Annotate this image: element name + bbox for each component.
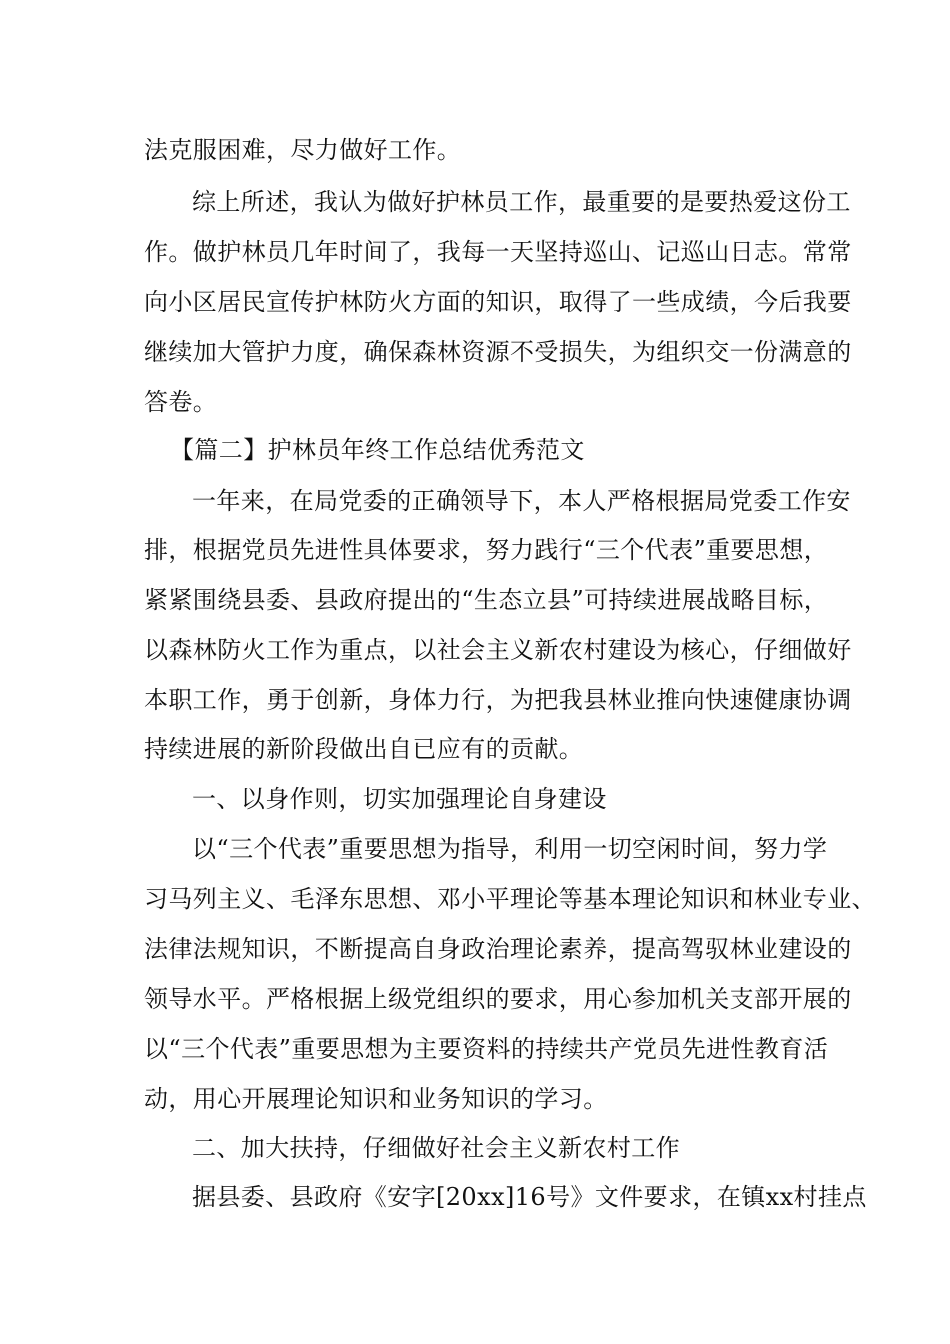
- paragraph-start-line: 以“三个代表”重要思想为指导，利用一切空闲时间，努力学: [192, 835, 828, 863]
- text-line: 领导水平。严格根据上级党组织的要求，用心参加机关支部开展的: [144, 985, 852, 1013]
- text-line: 向小区居民宣传护林防火方面的知识，取得了一些成绩，今后我要: [144, 288, 852, 316]
- text-line: 习马列主义、毛泽东思想、邓小平理论等基本理论知识和林业专业、: [144, 885, 876, 913]
- text-line: 法克服困难，尽力做好工作。: [144, 136, 462, 164]
- paragraph-start-line: 据县委、县政府《安字[20xx]16号》文件要求，在镇xx村挂点: [192, 1183, 867, 1211]
- text-line: 本职工作，勇于创新，身体力行，为把我县林业推向快速健康协调: [144, 686, 852, 714]
- text-line: 作。做护林员几年时间了，我每一天坚持巡山、记巡山日志。常常: [144, 238, 852, 266]
- text-line: 继续加大管护力度，确保森林资源不受损失，为组织交一份满意的: [144, 338, 852, 366]
- text-line: 排，根据党员先进性具体要求，努力践行“三个代表”重要思想，: [144, 536, 829, 564]
- text-line: 答卷。: [144, 388, 218, 416]
- text-line: 动，用心开展理论知识和业务知识的学习。: [144, 1085, 608, 1113]
- text-line: 法律法规知识，不断提高自身政治理论素养，提高驾驭林业建设的: [144, 935, 852, 963]
- paragraph-start-line: 一年来，在局党委的正确领导下，本人严格根据局党委工作安: [192, 487, 851, 515]
- text-line: 紧紧围绕县委、县政府提出的“生态立县”可持续进展战略目标，: [144, 586, 829, 614]
- subsection-heading: 二、加大扶持，仔细做好社会主义新农村工作: [192, 1134, 680, 1162]
- subsection-heading: 一、以身作则，切实加强理论自身建设: [192, 785, 607, 813]
- section-heading: 【篇二】护林员年终工作总结优秀范文: [170, 436, 585, 464]
- text-line: 以森林防火工作为重点，以社会主义新农村建设为核心，仔细做好: [144, 636, 852, 664]
- text-line: 以“三个代表”重要思想为主要资料的持续共产党员先进性教育活: [144, 1035, 829, 1063]
- text-line: 持续进展的新阶段做出自已应有的贡献。: [144, 735, 584, 763]
- paragraph-start-line: 综上所述，我认为做好护林员工作，最重要的是要热爱这份工: [192, 188, 851, 216]
